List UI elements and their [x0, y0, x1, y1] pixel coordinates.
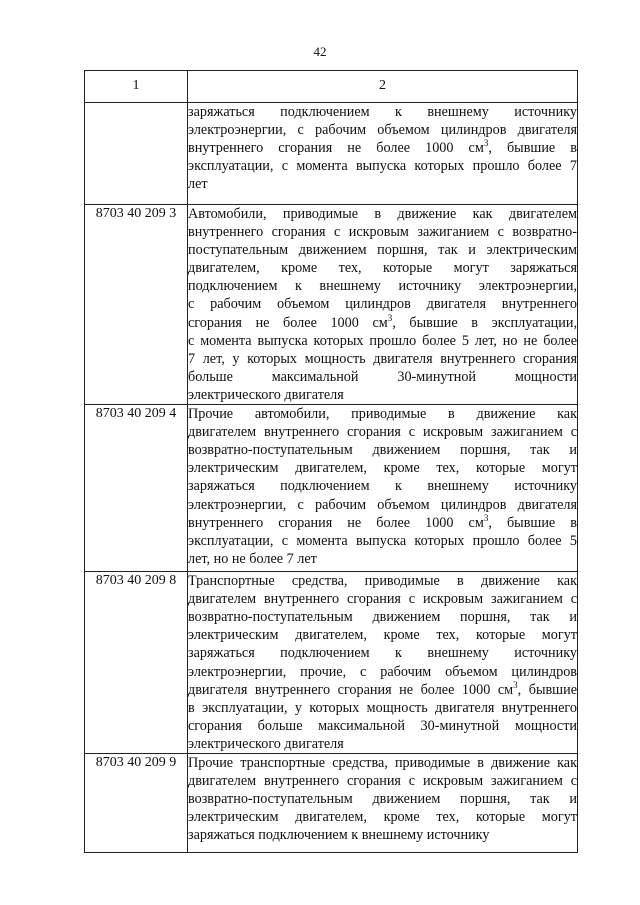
description-line: поступательным движением поршня, так и электрическим	[188, 242, 577, 259]
description-cell	[188, 205, 578, 405]
description-cell	[188, 572, 578, 754]
description-line: электрическим двигателем, кроме тех, которые могут	[188, 460, 577, 477]
table-row	[85, 103, 578, 205]
superscript-3: 3	[483, 138, 489, 149]
description-line: электроэнергии, с рабочим объемом цилиндров двигателя	[188, 496, 577, 513]
column-header-2: 2	[188, 71, 578, 103]
description-line: заряжаться подключением к внешнему источнику	[188, 104, 577, 120]
description-line: двигателя внутреннего сгорания не более 1000 $см^3$, бывшие	[188, 679, 577, 698]
description-line: в эксплуатации, у которых мощность двигателя внутреннего	[188, 699, 577, 716]
description-line: возвратно-поступательным движением поршня, так и	[188, 609, 577, 626]
description-line: эксплуатации, с момента выпуска которых прошло более 5	[188, 532, 577, 549]
superscript-3: 3	[513, 679, 518, 690]
superscript-3: 3	[387, 312, 393, 323]
table-row	[85, 572, 578, 754]
description-line: двигателем внутреннего сгорания с искровым зажиганием с	[188, 424, 577, 441]
superscript-3: 3	[483, 512, 489, 523]
description-line: электроэнергии, прочие, с рабочим объемом цилиндров	[188, 663, 577, 680]
description-line: внутреннего сгорания не более 1000 $см^3$, бывшие в	[188, 138, 577, 157]
description-line: Транспортные средства, приводимые в движение как	[188, 573, 577, 590]
tariff-code-cell: 8703 40 209 3	[85, 205, 188, 405]
column-header-1: 1	[85, 71, 188, 103]
description-cell	[188, 103, 578, 205]
description-line: заряжаться подключением к внешнему источнику	[188, 478, 577, 495]
description-line: двигателем внутреннего сгорания с искровым зажиганием с	[188, 591, 577, 608]
tariff-code-cell: 8703 40 209 4	[85, 405, 188, 572]
description-cell	[188, 405, 578, 572]
description-line: двигателем внутреннего сгорания с искровым зажиганием с	[188, 773, 577, 790]
description-line: подключением к внешнему источнику электроэнергии,	[188, 278, 577, 295]
description-line: лет	[188, 176, 208, 193]
page-number: 42	[313, 44, 327, 59]
description-line: с момента выпуска которых прошло более 5 лет, но не более	[188, 332, 577, 349]
description-line: Прочие транспортные средства, приводимые в движение как	[188, 754, 577, 771]
description-line: Прочие автомобили, приводимые в движение как	[188, 406, 577, 423]
description-line: электроэнергии, с рабочим объемом цилиндров двигателя	[188, 122, 577, 139]
tariff-code-cell: 8703 40 209 8	[85, 572, 188, 754]
tariff-code-cell	[85, 103, 188, 205]
description-line: сгорания не более 1000 $см^3$, бывшие в эксплуатации,	[188, 312, 577, 331]
description-line: Автомобили, приводимые в движение как двигателем	[188, 206, 577, 222]
table-row	[85, 205, 578, 405]
description-line: электрического двигателя	[188, 386, 344, 403]
description-line: внутреннего сгорания не более 1000 $см^3$, бывшие в	[188, 512, 577, 531]
table-header-row	[85, 71, 578, 103]
tariff-table	[84, 70, 578, 853]
description-line: внутреннего сгорания с искровым зажиганием с возвратно-	[188, 224, 577, 241]
description-line: эксплуатации, с момента выпуска которых прошло более 7	[188, 158, 577, 175]
description-line: двигателем, кроме тех, которые могут заряжаться	[188, 260, 577, 277]
description-cell	[188, 753, 578, 852]
description-line: заряжаться подключением к внешнему источнику	[188, 645, 577, 662]
description-line: возвратно-поступательным движением поршня, так и	[188, 442, 577, 459]
description-line: электрического двигателя	[188, 735, 344, 752]
description-line: заряжаться подключением к внешнему источнику	[188, 827, 490, 844]
description-line: с рабочим объемом цилиндров двигателя внутреннего	[188, 296, 577, 313]
tariff-code-cell: 8703 40 209 9	[85, 753, 188, 852]
description-line: 7 лет, у которых мощность двигателя внутреннего сгорания	[188, 350, 577, 367]
description-line: сгорания больше максимальной 30-минутной мощности	[188, 717, 577, 734]
description-line: больше максимальной 30-минутной мощности	[188, 368, 577, 385]
description-line: электрическим двигателем, кроме тех, которые могут	[188, 627, 577, 644]
description-line: лет, но не более 7 лет	[188, 550, 317, 567]
table-row	[85, 753, 578, 852]
description-line: возвратно-поступательным движением поршня, так и	[188, 791, 577, 808]
description-line: электрическим двигателем, кроме тех, которые могут	[188, 809, 577, 826]
table-row	[85, 405, 578, 572]
